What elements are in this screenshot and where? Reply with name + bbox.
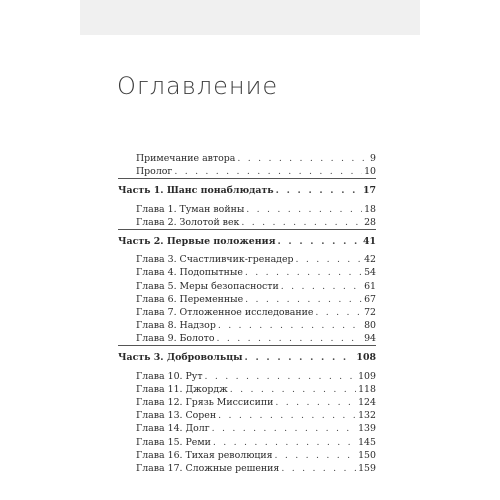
dot-leader (246, 203, 362, 216)
toc-chapter-label: Глава 5. Меры безопасности (136, 280, 279, 292)
dot-leader (218, 319, 362, 332)
part-divider (118, 178, 376, 179)
toc-chapter-page: 139 (358, 423, 376, 435)
toc-part-3[interactable] (118, 351, 376, 364)
toc-chapter-page: 109 (358, 370, 376, 382)
dot-leader (212, 422, 356, 435)
dot-leader (315, 306, 362, 319)
toc-chapter-page: 132 (358, 410, 376, 422)
toc-entry-label: Пролог (136, 166, 173, 178)
dot-leader (275, 449, 357, 462)
toc-chapter[interactable] (118, 293, 376, 306)
part-divider (118, 345, 376, 346)
toc-part-page: 108 (356, 352, 376, 364)
dot-leader (281, 280, 362, 293)
toc-chapter[interactable] (118, 396, 376, 409)
toc-part-2[interactable] (118, 235, 376, 248)
toc-chapter-page: 54 (364, 267, 376, 279)
toc-chapter-label: Глава 12. Грязь Миссисипи (136, 397, 274, 408)
toc-chapter-label: Глава 7. Отложенное исследование (136, 306, 314, 318)
dot-leader (245, 266, 362, 279)
toc-chapter-label: Глава 4. Подопытные (136, 267, 243, 279)
toc-part-page: 41 (362, 235, 376, 247)
toc-chapter-page: 118 (358, 383, 376, 395)
toc-chapter[interactable] (118, 332, 376, 345)
dot-leader (205, 370, 357, 383)
toc-chapter-page: 42 (364, 254, 376, 266)
dot-leader (281, 462, 356, 475)
toc-chapter-label: Глава 6. Переменные (136, 293, 244, 305)
toc-chapter-page: 124 (358, 397, 376, 408)
toc-chapter-label: Глава 2. Золотой век (136, 216, 240, 228)
toc-entry-page: 10 (364, 166, 376, 178)
toc-chapter[interactable] (118, 319, 376, 332)
toc-entry[interactable] (118, 165, 376, 178)
toc-chapter-label: Глава 3. Счастливчик-гренадер (136, 254, 294, 266)
toc-chapter[interactable] (118, 422, 376, 435)
toc-chapter-label: Глава 10. Рут (136, 370, 203, 382)
table-of-contents (118, 152, 376, 475)
toc-chapter-page: 61 (364, 280, 376, 292)
toc-part-label: Часть 3. Добровольцы (118, 352, 243, 364)
toc-chapter-label: Глава 16. Тихая революция (136, 449, 273, 461)
toc-chapter-label: Глава 8. Надзор (136, 320, 216, 332)
toc-chapter-page: 159 (358, 462, 376, 474)
page-top-band (80, 0, 420, 35)
dot-leader (296, 253, 363, 266)
toc-chapter[interactable] (118, 266, 376, 279)
dot-leader (237, 152, 368, 165)
toc-chapter[interactable] (118, 383, 376, 396)
dot-leader (213, 436, 356, 449)
toc-chapter[interactable] (118, 216, 376, 229)
toc-chapter-label: Глава 9. Болото (136, 333, 215, 345)
page-title: Оглавление (117, 72, 279, 100)
dot-leader (218, 409, 356, 422)
toc-entry[interactable] (118, 152, 376, 165)
toc-entry-page: 9 (370, 153, 376, 164)
toc-chapter[interactable] (118, 280, 376, 293)
toc-part-1[interactable] (118, 184, 376, 197)
toc-chapter[interactable] (118, 436, 376, 449)
toc-chapter-page: 18 (364, 203, 376, 215)
toc-chapter-label: Глава 13. Сорен (136, 410, 217, 422)
toc-chapter[interactable] (118, 306, 376, 319)
toc-chapter-label: Глава 15. Реми (136, 436, 211, 448)
dot-leader (174, 165, 362, 178)
toc-chapter-page: 94 (364, 333, 376, 345)
toc-entry-label: Примечание автора (136, 153, 236, 164)
dot-leader (276, 184, 361, 197)
toc-chapter[interactable] (118, 409, 376, 422)
toc-chapter-label: Глава 1. Туман войны (136, 203, 245, 215)
toc-chapter[interactable] (118, 370, 376, 383)
toc-chapter-page: 80 (364, 320, 376, 332)
dot-leader (278, 235, 361, 248)
toc-chapter-label: Глава 14. Долг (136, 423, 210, 435)
toc-chapter-label: Глава 17. Сложные решения (136, 462, 280, 474)
dot-leader (275, 396, 356, 409)
toc-chapter-page: 67 (364, 293, 376, 305)
toc-part-label: Часть 1. Шанс понаблюдать (118, 185, 274, 197)
dot-leader (245, 351, 355, 364)
part-divider (118, 229, 376, 230)
toc-chapter-page: 150 (358, 449, 376, 461)
dot-leader (230, 383, 356, 396)
toc-chapter-page: 145 (358, 436, 376, 448)
toc-chapter-page: 28 (364, 216, 376, 228)
toc-chapter[interactable] (118, 203, 376, 216)
dot-leader (245, 293, 362, 306)
dot-leader (217, 332, 363, 345)
toc-chapter[interactable] (118, 462, 376, 475)
toc-chapter-label: Глава 11. Джордж (136, 383, 228, 395)
toc-chapter-page: 72 (364, 306, 376, 318)
toc-part-label: Часть 2. Первые положения (118, 235, 276, 247)
toc-part-page: 17 (362, 185, 376, 197)
toc-chapter[interactable] (118, 449, 376, 462)
dot-leader (241, 216, 362, 229)
toc-chapter[interactable] (118, 253, 376, 266)
